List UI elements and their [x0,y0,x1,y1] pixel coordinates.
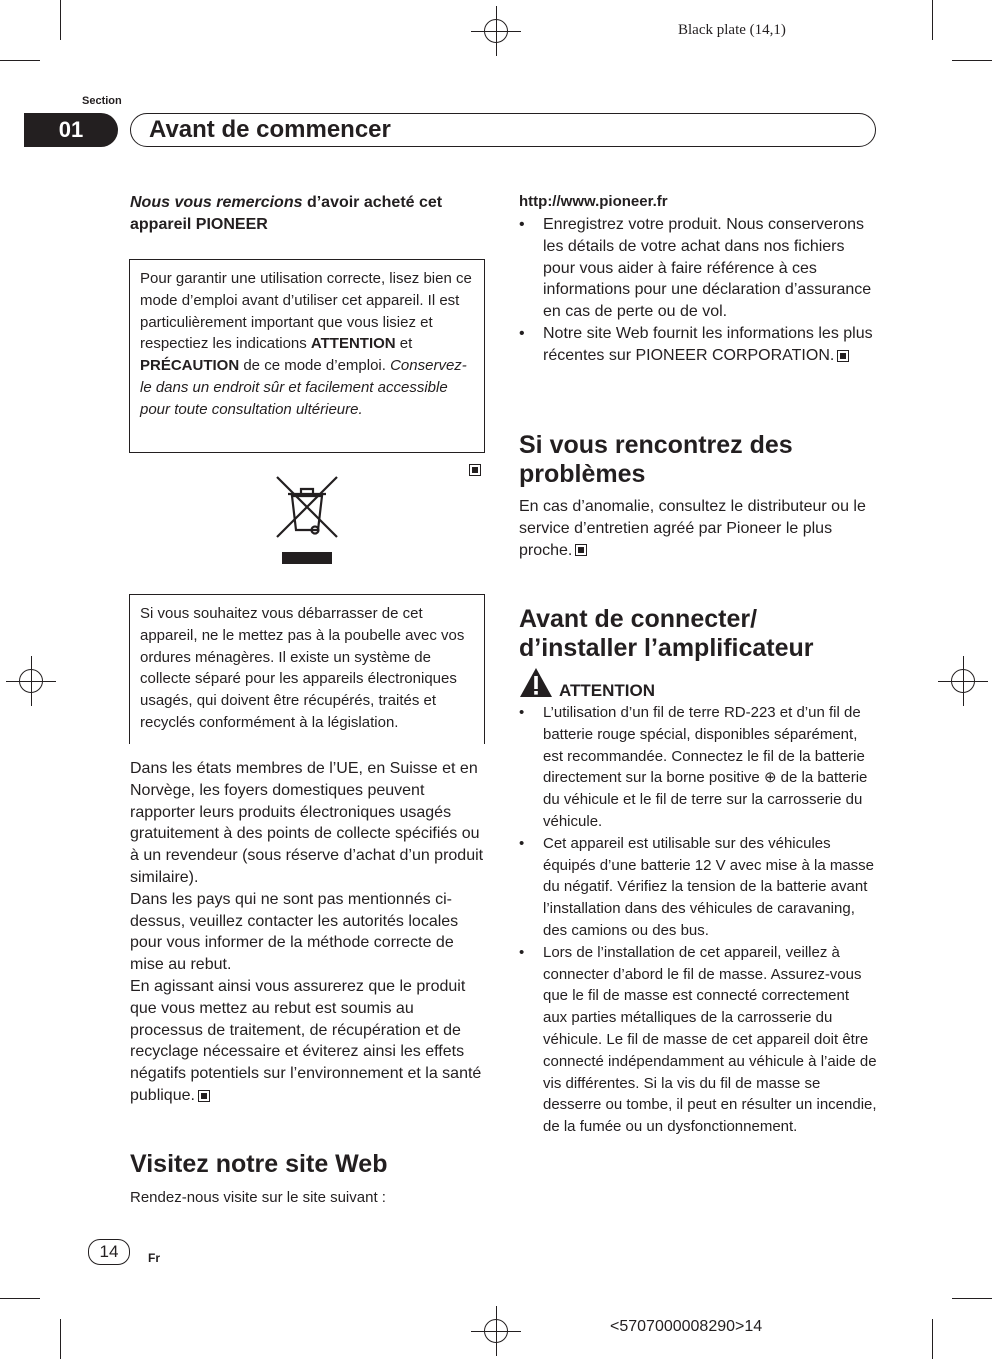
list-item: • Cet appareil est utilisable sur des véhicules équipés d’une batterie 12 V avec mise à la masse du négatif. Vérifiez la tension de la batterie avant l’installation dans des véhicules de caravaning, des camions ou des bus. [519,833,877,942]
disposal-text: Si vous souhaitez vous débarrasser de cet appareil, ne le mettez pas à la poubelle avec vos ordures ménagères. Il existe un système de collecte séparé pour les appareils électroniques usagés, qui doivent être récupérés, traités et recyclés conformément à la législation. [140,605,465,731]
crop-mark [952,1298,992,1299]
problems-heading: Si vous rencontrez des problèmes [519,431,793,488]
warning-triangle-icon [519,667,553,698]
crop-mark [952,60,992,61]
notice-text: Pour garantir une utilisation correcte, lisez bien ce mode d’emploi avant d’utiliser cet appareil. Il est particulièrement important que vous lisiez et respectiez les indications [140,270,472,353]
intro-heading [130,192,486,236]
page-number: 14 [88,1239,130,1265]
paragraph [130,976,486,1107]
registration-mark-icon [19,669,43,693]
notice-text: et [395,335,413,353]
section-number: 01 [24,113,118,147]
language-label: Fr [148,1251,160,1265]
registration-mark-icon [484,19,508,43]
section-label: Section [82,95,122,107]
document-code: <5707000008290>14 [610,1318,763,1335]
intro-emphasis: Nous vous remercions [130,194,303,211]
section-title: Avant de commencer [130,113,876,147]
crop-mark [60,0,61,40]
list-item: • Enregistrez votre produit. Nous conserverons les détails de votre achat dans nos fichiers pour vous aider à faire référence à ces informations pour une déclaration d’assurance en cas de perte ou de vol. [519,214,877,323]
attention-label: ATTENTION [559,681,656,700]
paragraph-text: En agissant ainsi vous assurerez que le produit que vous mettez au rebut est soumis au processus de traitement, de récupération et de recyclage nécessaire et éviterez ainsi les effets négatifs potentiels sur l’environnement et la santé publique. [130,977,482,1104]
disposal-box [129,594,485,744]
notice-italic: Conservez-le dans un endroit sûr et facilement accessible pour toute consultation ultérieure. [140,357,467,418]
end-mark-icon [198,1090,210,1102]
disposal-paragraphs [130,758,486,1107]
crossed-bin-icon [274,474,340,566]
plate-label: Black plate (14,1) [678,22,786,38]
crop-mark [932,0,933,40]
notice-attention: ATTENTION [310,335,396,353]
web-heading: Visitez notre site Web [130,1150,388,1178]
end-mark-icon [469,464,481,476]
website-bullets [519,214,877,367]
end-mark-icon [575,544,587,556]
list-item: • L’utilisation d’un fil de terre RD-223 et d’un fil de batterie rouge spécial, disponibles séparément, est recommandée. Connectez le fil de la batterie directement sur la borne positive ⊕ de la batterie du véhicule et le fil de terre sur la carrosserie du véhicule. [519,702,877,833]
registration-mark-icon [484,1319,508,1343]
end-mark-icon [837,350,849,362]
website-url[interactable]: http://www.pioneer.fr [519,193,668,210]
crop-mark [0,1298,40,1299]
web-text: Rendez-nous visite sur le site suivant : [130,1189,386,1206]
list-item-text: Notre site Web fournit les informations les plus récentes sur PIONEER CORPORATION. [543,324,873,364]
registration-mark-icon [951,669,975,693]
intro-rest: d’avoir acheté cet [302,194,443,211]
crop-mark [0,60,40,61]
notice-box [129,259,485,453]
list-item [519,323,877,367]
problems-text-body: En cas d’anomalie, consultez le distributeur ou le service d’entretien agréé par Pioneer le plus proche. [519,498,866,559]
connect-heading: Avant de connecter/ d’installer l’amplificateur [519,605,814,662]
notice-precaution: PRÉCAUTION [140,357,240,375]
problems-text [519,496,875,561]
attention-bullets [519,702,877,1138]
paragraph: Dans les pays qui ne sont pas mentionnés ci-dessus, veuillez contacter les autorités locales pour vous informer de la méthode correcte de mise au rebut. [130,890,459,974]
paragraph: Dans les états membres de l’UE, en Suisse et en Norvège, les foyers domestiques peuvent rapporter leurs produits électroniques usagés gratuitement à des points de collecte spécifiés ou à un revendeur (sous réserve d’achat d’un produit similaire). [130,760,484,886]
crop-mark [60,1319,61,1359]
notice-text: de ce mode d’emploi. [239,357,391,375]
list-item: • Lors de l’installation de cet appareil, veillez à connecter d’abord le fil de masse. Assurez-vous que le fil de masse est connecté correctement aux parties métalliques de la carrosserie du véhicule. Le fil de masse de cet appareil doit être connecté indépendamment au véhicule à l’aide de vis différentes. Si la vis du fil de masse se desserre ou tombe, il peut en résulter un incendie, de la fumée ou un dysfonctionnement. [519,942,877,1138]
intro-line2: appareil PIONEER [130,216,268,233]
crop-mark [932,1319,933,1359]
